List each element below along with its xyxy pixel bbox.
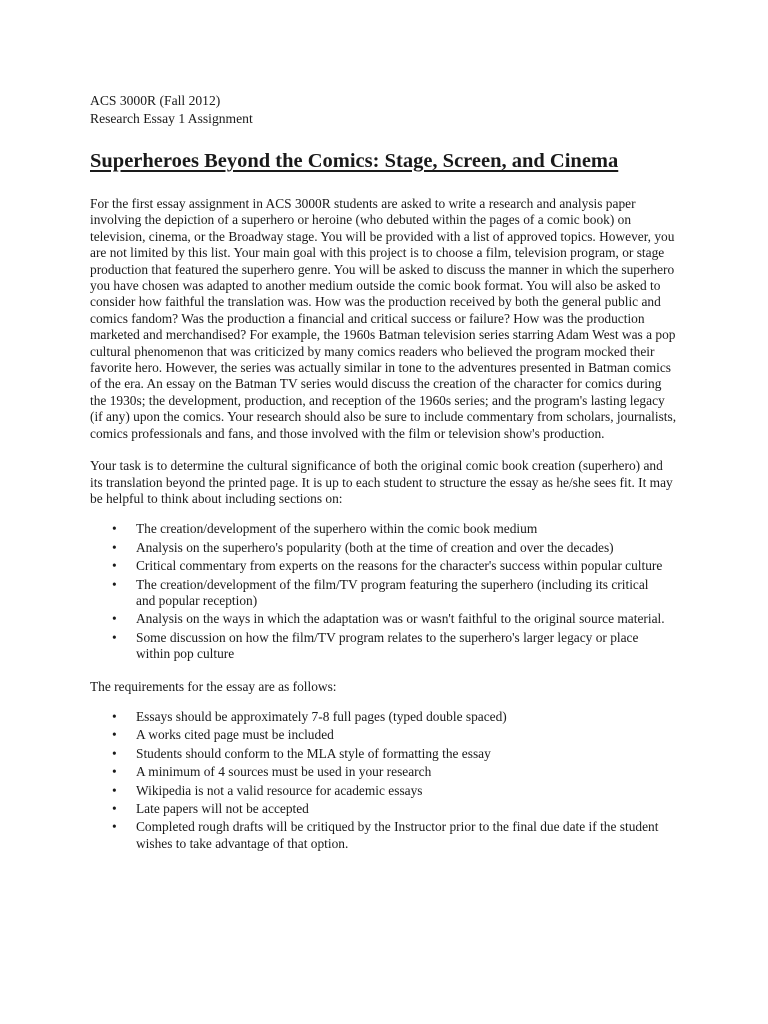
list-item xyxy=(90,764,666,780)
list-item-text: The creation/development of the superhero within the comic book medium xyxy=(136,521,538,537)
sections-list xyxy=(90,521,690,662)
list-item xyxy=(90,746,666,762)
bullet-icon: • xyxy=(112,708,117,724)
list-item xyxy=(90,709,666,725)
list-item-text: Some discussion on how the film/TV program relates to the superhero's larger legacy or place within pop culture xyxy=(136,629,639,662)
list-item xyxy=(90,540,666,556)
assignment-line: Research Essay 1 Assignment xyxy=(90,111,253,126)
bullet-icon: • xyxy=(112,764,117,780)
list-item-text: Analysis on the ways in which the adaptation was or wasn't faithful to the original source material. xyxy=(136,611,665,627)
list-item-text: Completed rough drafts will be critiqued by the Instructor prior to the final due date if the student wishes to take advantage of that option. xyxy=(136,819,659,851)
requirements-intro: The requirements for the essay are as follows: xyxy=(90,678,337,694)
list-item xyxy=(90,521,666,537)
list-item-text: Wikipedia is not a valid resource for academic essays xyxy=(136,782,423,798)
task-paragraph: Your task is to determine the cultural significance of both the original comic book creation (superhero) and its translation beyond the printed page. It is up to each student to structure the essay as he/she sees fit. It may be helpful to think about including sections on: xyxy=(90,458,673,506)
list-item xyxy=(90,611,666,627)
course-line: ACS 3000R (Fall 2012) xyxy=(90,93,221,108)
list-item xyxy=(90,630,666,663)
list-item-text: Analysis on the superhero's popularity (both at the time of creation and over the decades) xyxy=(136,539,614,555)
bullet-icon: • xyxy=(112,539,117,555)
bullet-icon: • xyxy=(112,611,117,627)
document-title: Superheroes Beyond the Comics: Stage, Screen, and Cinema xyxy=(90,150,619,172)
requirements-list xyxy=(90,709,690,852)
bullet-icon: • xyxy=(112,558,117,574)
bullet-icon: • xyxy=(112,629,117,645)
list-item xyxy=(90,577,666,610)
list-item-text: Students should conform to the MLA style of formatting the essay xyxy=(136,745,491,761)
list-item-text: A minimum of 4 sources must be used in your research xyxy=(136,764,432,780)
intro-paragraph: For the first essay assignment in ACS 3000R students are asked to write a research and analysis paper involving the depiction of a superhero or heroine (who debuted within the pages of a comic book) on television, cinema, or the Broadway stage. You will be provided with a list of approved topics. However, you are not limited by this list. Your main goal with this project is to choose a film, television program, or stage production that featured the superhero genre. You will be asked to discuss the manner in which the superhero you have chosen was adapted to another medium outside the comic book format. You will also be asked to consider how faithful the translation was. How was the production received by both the general public and comics fandom? Was the production a financial and critical success or failure? How was the production marketed and merchandised? For example, the 1960s Batman television series starring Adam West was a pop cultural phenomenon that was criticized by many comics readers who believed the program mocked their favorite hero. However, the series was actually similar in tone to the adventures presented in Batman comics of the era. An essay on the Batman TV series would discuss the creation of the character for comics during the 1930s; the development, production, and reception of the 1960s series; and the program's lasting legacy (if any) upon the comics. Your research should also be sure to include commentary from scholars, journalists, comics professionals and fans, and those involved with the film or television show's production. xyxy=(90,196,677,441)
bullet-icon: • xyxy=(112,576,117,592)
list-item xyxy=(90,558,666,574)
document-page xyxy=(90,92,690,854)
list-item xyxy=(90,727,666,743)
bullet-icon: • xyxy=(112,727,117,743)
list-item-text: Late papers will not be accepted xyxy=(136,801,309,816)
list-item xyxy=(90,801,666,817)
list-item-text: The creation/development of the film/TV program featuring the superhero (including its critical and popular reception) xyxy=(136,576,649,608)
bullet-icon: • xyxy=(112,801,117,816)
list-item-text: Essays should be approximately 7-8 full pages (typed double spaced) xyxy=(136,708,507,724)
bullet-icon: • xyxy=(112,745,117,761)
bullet-icon: • xyxy=(112,521,117,537)
list-item-text: Critical commentary from experts on the reasons for the character's success within popular culture xyxy=(136,558,663,574)
list-item-text: A works cited page must be included xyxy=(136,727,334,743)
bullet-icon: • xyxy=(112,782,117,798)
list-item xyxy=(90,783,666,799)
bullet-icon: • xyxy=(112,819,117,835)
list-item xyxy=(90,819,666,852)
